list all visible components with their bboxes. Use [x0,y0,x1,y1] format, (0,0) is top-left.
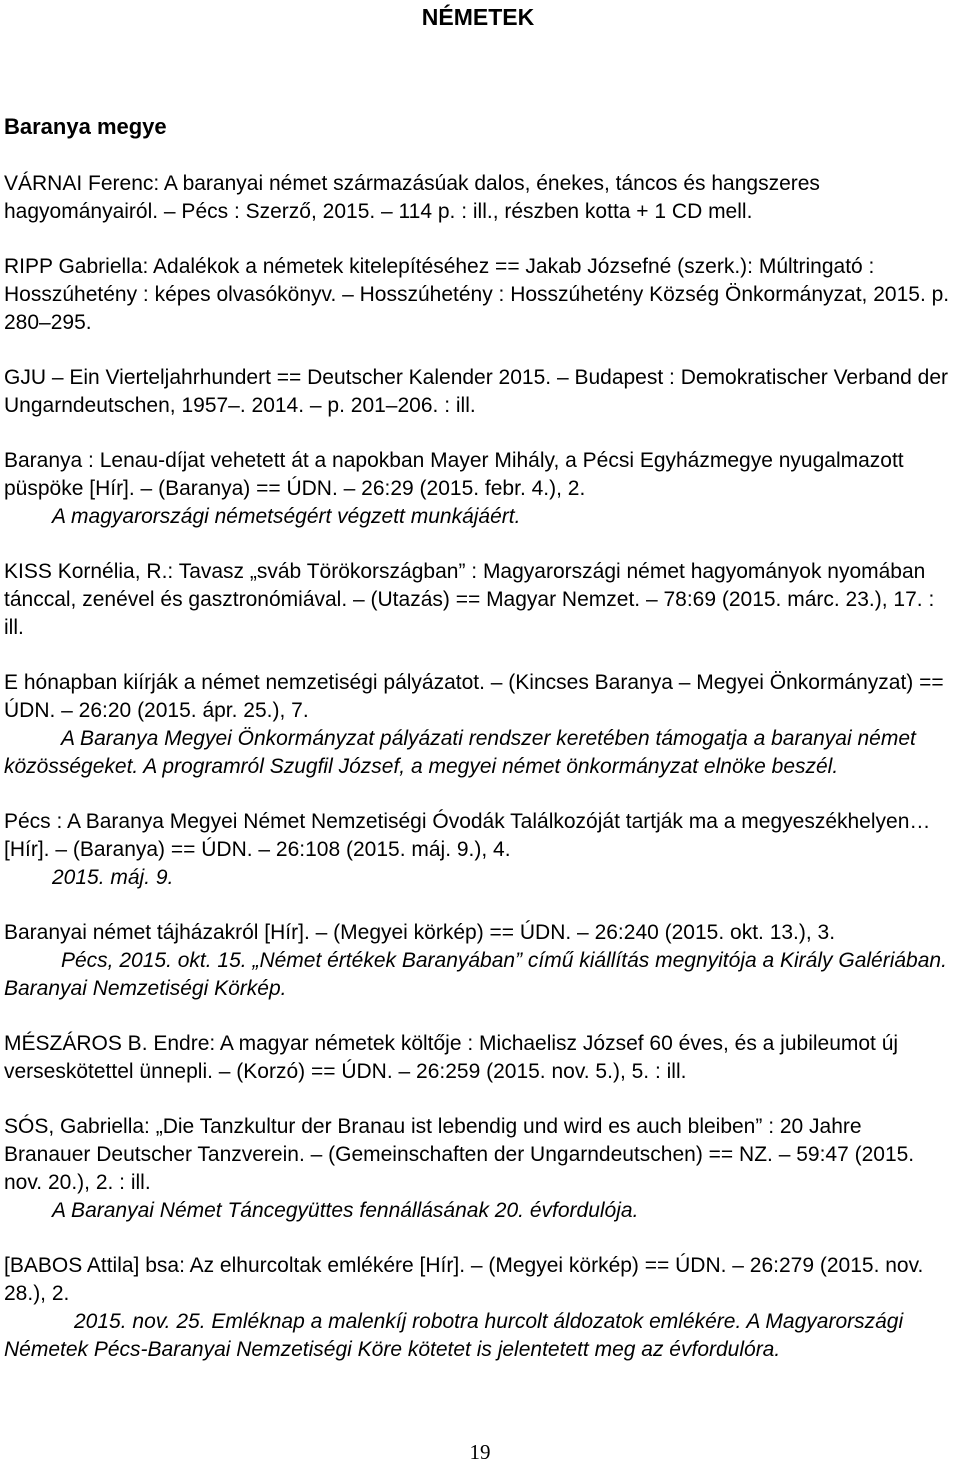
entry-note: A magyarországi németségért végzett munkájáért. [52,505,521,528]
bibliography-entry [4,364,952,420]
bibliography-entry [4,170,952,226]
bibliography-entry [4,1030,952,1086]
entry-text: Baranya : Lenau-díjat vehetett át a napokban Mayer Mihály, a Pécsi Egyházmegye nyugalmazott püspöke [Hír]. – (Baranya) == ÚDN. – 26:29 (2015. febr. 4.), 2. [4,449,904,500]
entry-text: KISS Kornélia, R.: Tavasz „sváb Törökországban” : Magyarországi német hagyományok nyomában tánccal, zenével és gasztronómiával. – (Utazás) == Magyar Nemzet. – 78:69 (2015. márc. 23.), 17. : ill. [4,560,935,639]
section-heading: Baranya megye [4,114,167,139]
entry-note: 2015. máj. 9. [52,866,174,889]
entry-note: A Baranyai Német Táncegyüttes fennállásának 20. évfordulója. [52,1199,639,1222]
page-number: 19 [469,1440,491,1464]
page-title: NÉMETEK [421,4,535,30]
entry-note: A Baranya Megyei Önkormányzat pályázati rendszer keretében támogatja a baranyai német közösségeket. A programról Szugfil József, a megyei német önkormányzat elnöke beszél. [4,727,916,778]
document-page [4,0,952,1364]
bibliography-entry [4,919,952,1003]
entry-text: E hónapban kiírják a német nemzetiségi pályázatot. – (Kincses Baranya – Megyei Önkormányzat) == ÚDN. – 26:20 (2015. ápr. 25.), 7. [4,671,944,722]
bibliography-entry [4,808,952,892]
entry-note: Pécs, 2015. okt. 15. „Német értékek Baranyában” című kiállítás megnyitója a Király Galériában. Baranyai Nemzetiségi Körkép. [4,949,947,1000]
entry-text: Pécs : A Baranya Megyei Német Nemzetiségi Óvodák Találkozóját tartják ma a megyeszékhelyen… [Hír]. – (Baranya) == ÚDN. – 26:108 (2015. máj. 9.), 4. [4,810,931,861]
entry-text: [BABOS Attila] bsa: Az elhurcoltak emlékére [Hír]. – (Megyei körkép) == ÚDN. – 26:279 (2015. nov. 28.), 2. [4,1254,924,1305]
entry-text: RIPP Gabriella: Adalékok a németek kitelepítéséhez == Jakab Józsefné (szerk.): Múltringató : Hosszúhetény : képes olvasókönyv. – Hosszúhetény : Hosszúhetény Község Önkormányzat, 2015. p. 280–295. [4,255,950,334]
entry-note: 2015. nov. 25. Emléknap a malenkíj robotra hurcolt áldozatok emlékére. A Magyarországi Németek Pécs-Baranyai Nemzetiségi Köre kötetet is jelentetett meg az évfordulóra. [4,1310,904,1361]
entry-text: GJU – Ein Vierteljahrhundert == Deutscher Kalender 2015. – Budapest : Demokratischer Verband der Ungarndeutschen, 1957–. 2014. – p. 201–206. : ill. [4,366,948,417]
bibliography-entry [4,669,952,781]
bibliography-entry [4,558,952,642]
bibliography-entry [4,1113,952,1225]
bibliography-entry [4,1252,952,1364]
entry-text: MÉSZÁROS B. Endre: A magyar németek költője : Michaelisz József 60 éves, és a jubileumot új verseskötettel ünnepli. – (Korzó) == ÚDN. – 26:259 (2015. nov. 5.), 5. : ill. [4,1032,899,1083]
entry-text: VÁRNAI Ferenc: A baranyai német származásúak dalos, énekes, táncos és hangszeres hagyományairól. – Pécs : Szerző, 2015. – 114 p. : ill., részben kotta + 1 CD mell. [4,172,820,223]
entry-text: SÓS, Gabriella: „Die Tanzkultur der Branau ist lebendig und wird es auch bleiben” : 20 Jahre Branauer Deutscher Tanzverein. – (Gemeinschaften der Ungarndeutschen) == NZ. – 59:47 (2015. nov. 20.), 2. : ill. [4,1115,915,1194]
bibliography-entry [4,253,952,337]
bibliography-entry [4,447,952,531]
entry-text: Baranyai német tájházakról [Hír]. – (Megyei körkép) == ÚDN. – 26:240 (2015. okt. 13.), 3. [4,921,836,944]
